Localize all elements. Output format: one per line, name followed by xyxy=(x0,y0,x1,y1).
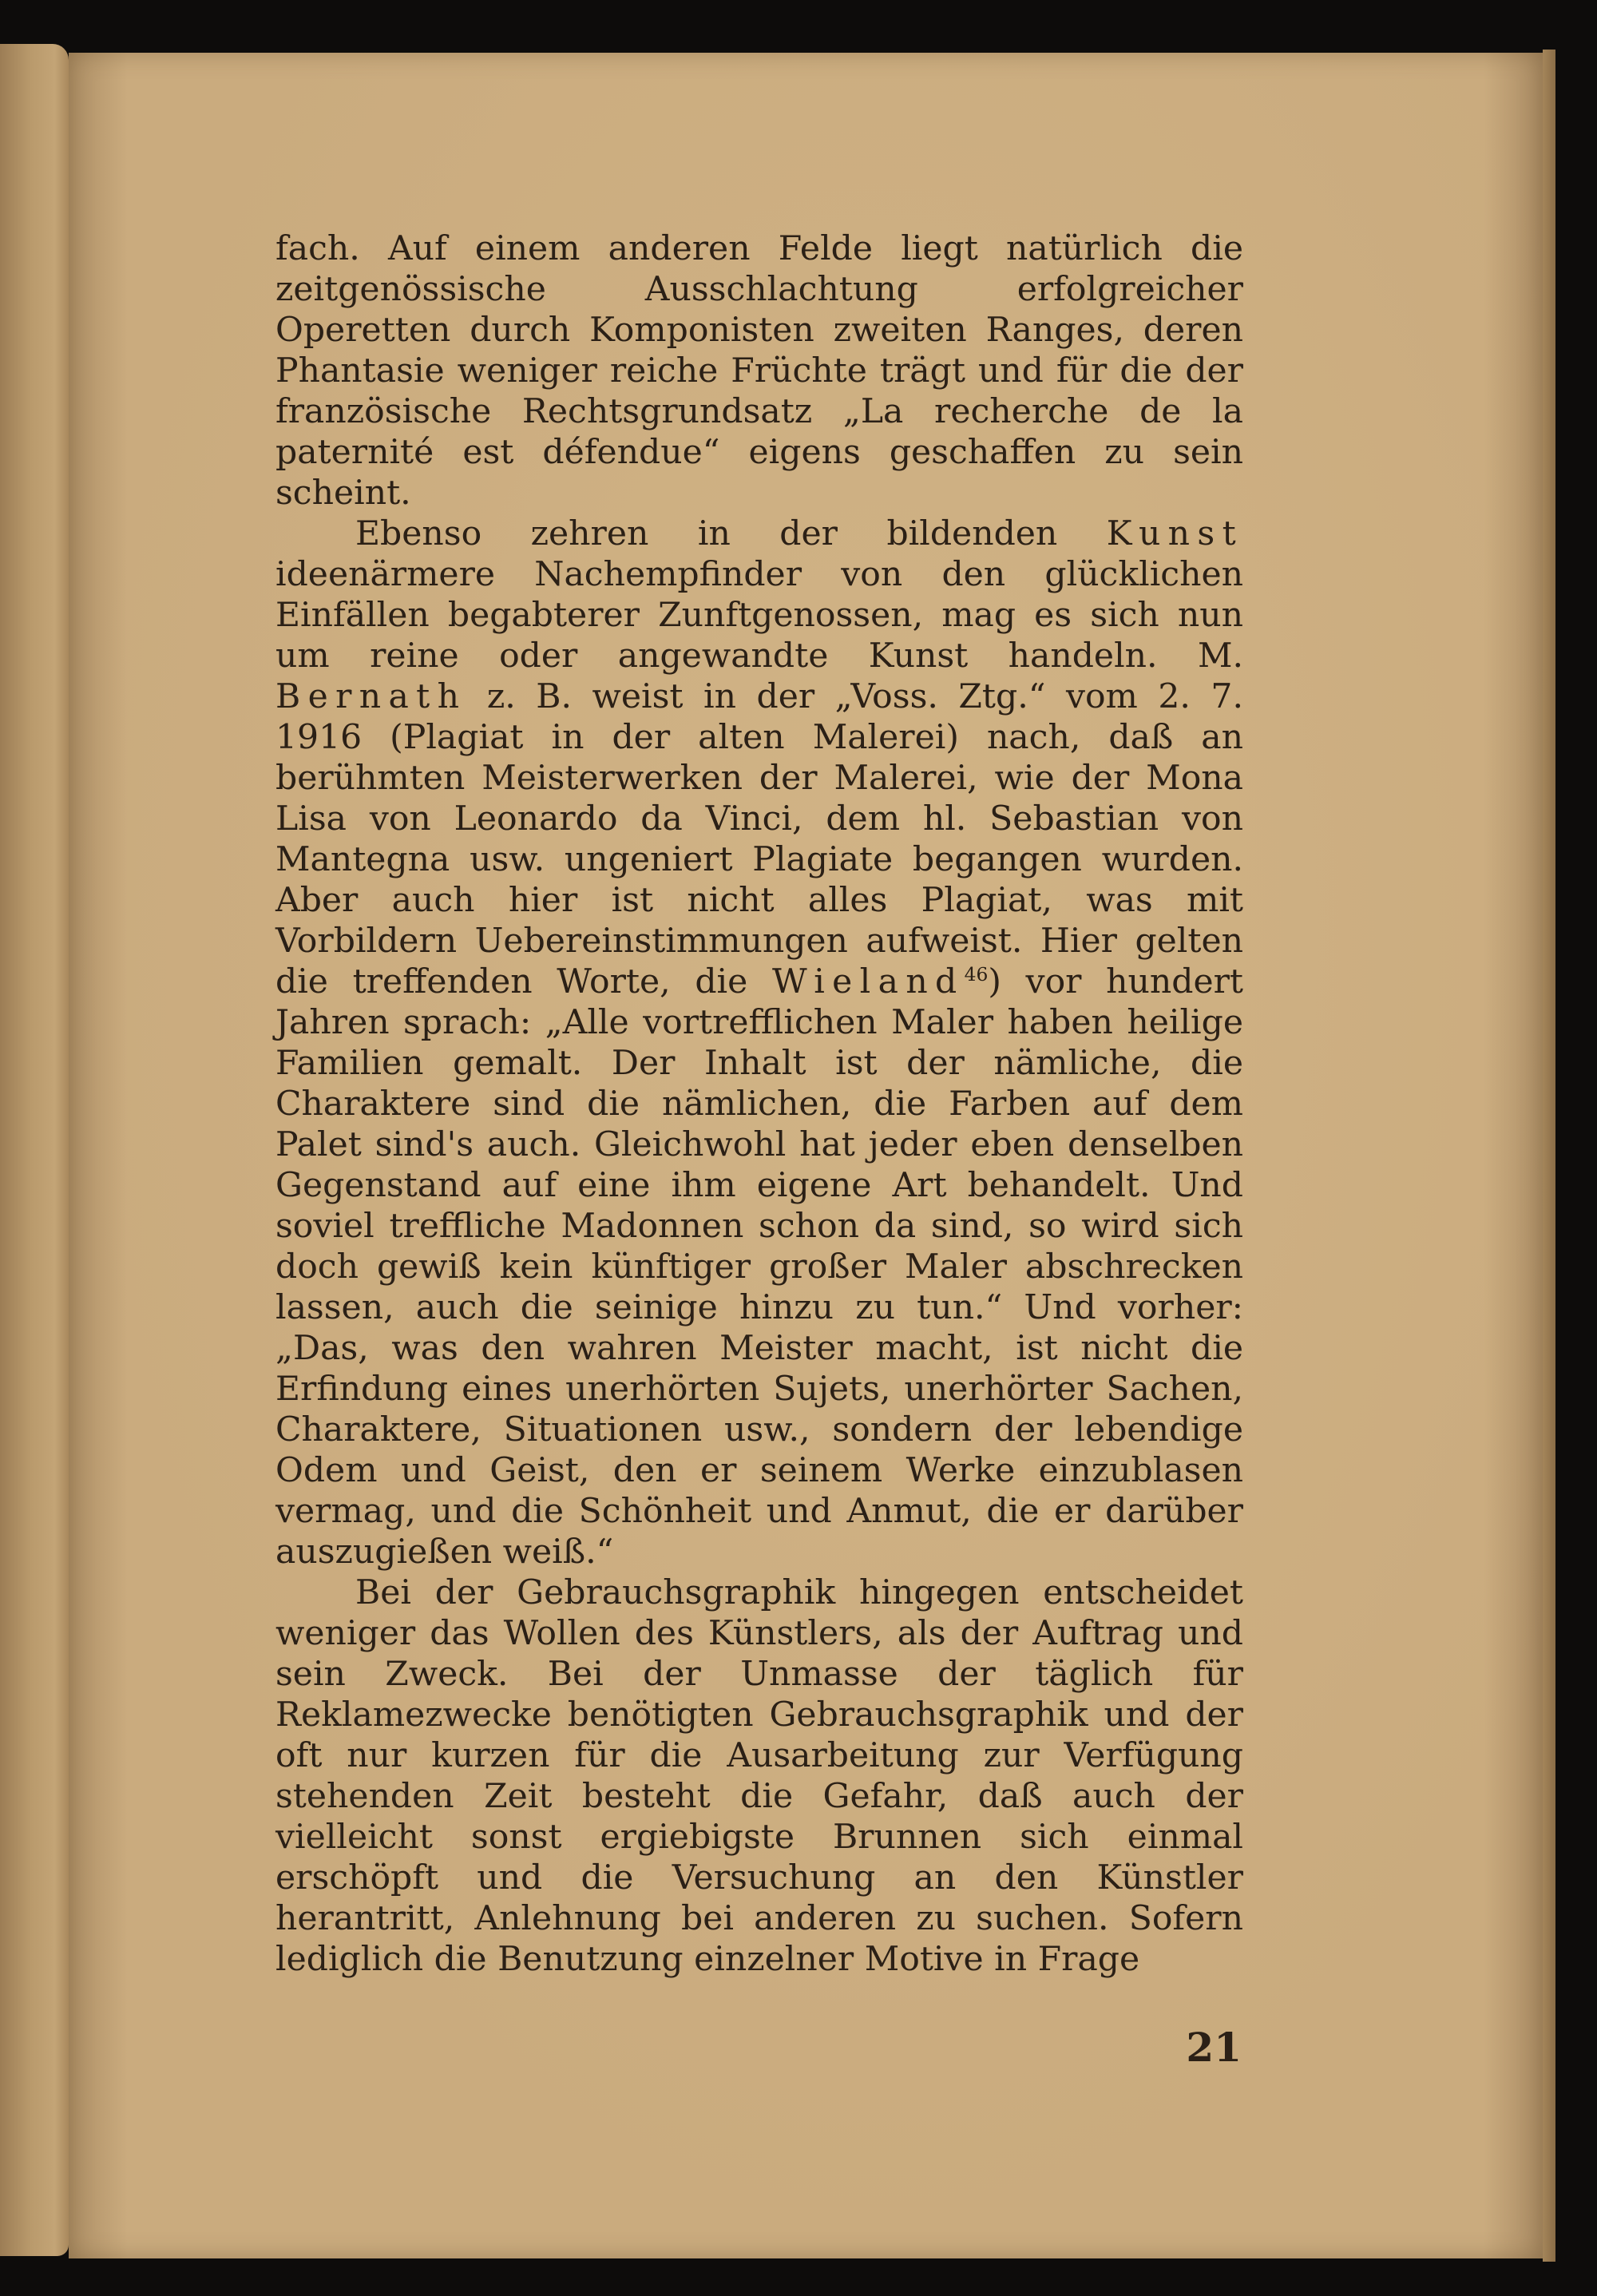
paragraph-2 xyxy=(275,514,1243,1572)
page-edge-shadow xyxy=(1543,50,1555,2262)
emphasis-bernath: Bernath xyxy=(275,677,467,716)
paragraph-3: Bei der Gebrauchsgraphik hingegen entscheidet weniger das Wollen des Künstlers, als der Auftrag und sein Zweck. Bei der Unmasse der täglich für Reklamezwecke benötigten Gebrauchsgraphik und der oft nur kurzen für die Ausarbeitung zur Verfügung stehenden Zeit besteht die Gefahr, daß auch der vielleicht sonst ergiebigste Brunnen sich einmal erschöpft und die Versuchung an den Künstler herantritt, Anlehnung bei anderen zu suchen. Sofern lediglich die Benutzung einzelner Motive in Frage xyxy=(275,1573,1243,1979)
emphasis-kunst: Kunst xyxy=(1106,514,1243,553)
body-text xyxy=(275,228,1243,1980)
paragraph-2-mid1: ideenärmere Nachempfinder von den glücklichen Einfällen begabterer Zunftgenossen, mag es sich nun um reine oder angewandte Kunst handeln. M. xyxy=(275,555,1243,676)
page-number: 21 xyxy=(1186,2024,1242,2071)
paragraph-1: fach. Auf einem anderen Felde liegt natürlich die zeitgenössische Ausschlachtung erfolgreicher Operetten durch Komponisten zweiten Ranges, deren Phantasie weniger reiche Früchte trägt und für die der französische Rechtsgrundsatz „La recherche de la paternité est défendue“ eigens geschaffen zu sein scheint. xyxy=(275,229,1243,513)
previous-page-edge xyxy=(0,44,69,2256)
paragraph-2-mid2: z. B. weist in der „Voss. Ztg.“ vom 2. 7. 1916 (Plagiat in der alten Malerei) nach, daß an berühmten Meisterwerken der Malerei, wie der Mona Lisa von Leonardo da Vinci, dem hl. Sebastian von Mantegna usw. ungeniert Plagiate begangen wurden. Aber auch hier ist nicht alles Plagiat, was mit Vorbildern Uebereinstimmungen aufweist. Hier gelten die treffenden Worte, die xyxy=(275,677,1243,1001)
footnote-marker: 46 xyxy=(964,962,989,985)
paragraph-2-lead: Ebenso zehren in der bildenden xyxy=(355,514,1058,553)
emphasis-wieland: Wieland xyxy=(771,962,965,1001)
paragraph-2-tail: ) vor hundert Jahren sprach: „Alle vortrefflichen Maler haben heilige Familien gemalt. Der Inhalt ist der nämliche, die Charaktere sind die nämlichen, die Farben auf dem Palet sind's auch. Gleichwohl hat jeder eben denselben Gegenstand auf eine ihm eigene Art behandelt. Und soviel treffliche Madonnen schon da sind, so wird sich doch gewiß kein künftiger großer Maler abschrecken lassen, auch die seinige hinzu zu tun.“ Und vorher: „Das, was den wahren Meister macht, ist nicht die Erfindung eines unerhörten Sujets, unerhörter Sachen, Charaktere, Situationen usw., sondern der lebendige Odem und Geist, den er seinem Werke einzublasen vermag, und die Schönheit und Anmut, die er darüber auszugießen weiß.“ xyxy=(275,962,1243,1572)
